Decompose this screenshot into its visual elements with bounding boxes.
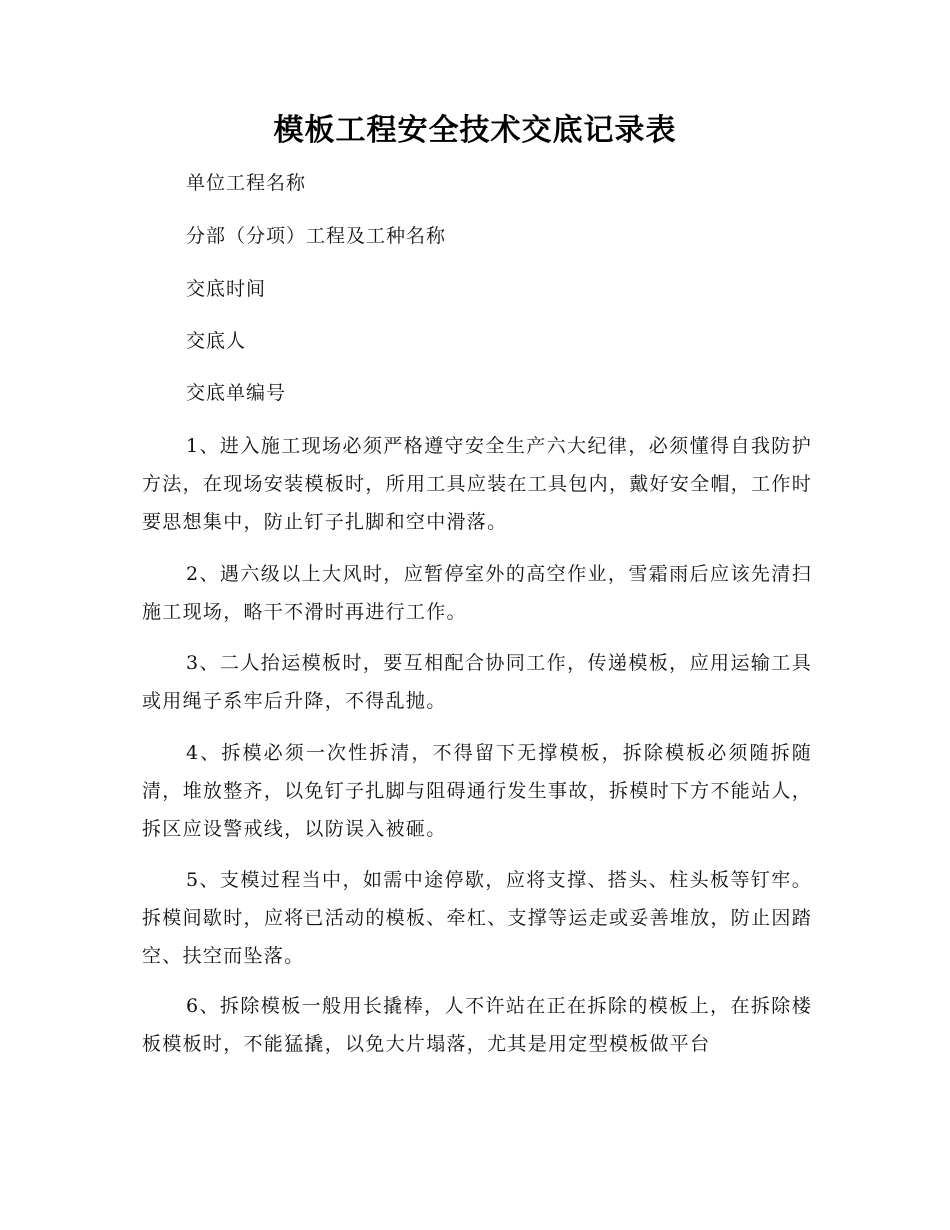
document-title: 模板工程安全技术交底记录表: [273, 113, 677, 148]
field-subproject-and-trade-name: 分部（分项）工程及工种名称: [186, 225, 447, 247]
paragraph-3: 3、二人抬运模板时，要互相配合协同工作，传递模板，应用运输工具或用绳子系牢后升降，不得乱抛。: [142, 652, 812, 712]
field-unit-project-name: 单位工程名称: [186, 172, 307, 194]
paragraph-2: 2、遇六级以上大风时，应暂停室外的高空作业，雪霜雨后应该先清扫施工现场，略干不滑时再进行工作。: [142, 563, 812, 623]
paragraph-5: 5、支模过程当中，如需中途停歇，应将支撑、搭头、柱头板等钉牢。拆模间歇时，应将已活动的模板、牵杠、支撑等运走或妥善堆放，防止因踏空、扶空而坠落。: [142, 869, 812, 967]
field-handover-time: 交底时间: [186, 278, 267, 300]
paragraph-1: 1、进入施工现场必须严格遵守安全生产六大纪律，必须懂得自我防护方法，在现场安装模板时，所用工具应装在工具包内，戴好安全帽，工作时要思想集中，防止钉子扎脚和空中滑落。: [142, 435, 812, 533]
field-handover-form-number: 交底单编号: [186, 382, 287, 404]
paragraph-4: 4、拆模必须一次性拆清，不得留下无撑模板，拆除模板必须随拆随清，堆放整齐，以免钉子扎脚与阻碍通行发生事故，拆模时下方不能站人，拆区应设警戒线，以防误入被砸。: [142, 742, 812, 840]
field-handover-person: 交底人: [186, 330, 247, 352]
paragraph-6: 6、拆除模板一般用长撬棒，人不许站在正在拆除的模板上，在拆除楼板模板时，不能猛撬，以免大片塌落，尤其是用定型模板做平台: [142, 995, 812, 1055]
